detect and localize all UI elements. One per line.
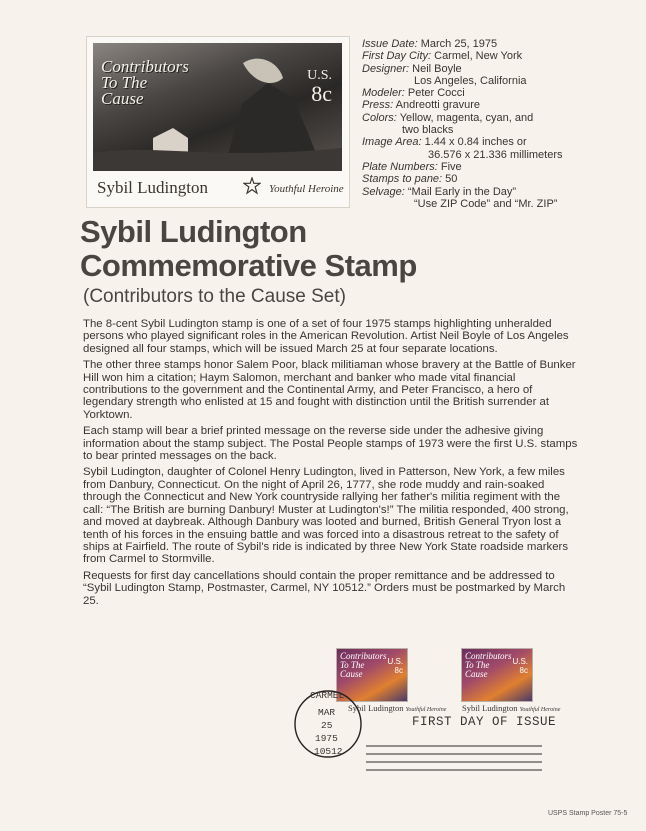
stamp-caption-tagline: Youthful Heroine: [269, 183, 344, 195]
spec-value: Andreotti gravure: [395, 99, 481, 112]
paragraph: Each stamp will bear a brief printed message on the reverse side under the adhesive giving information about the stamp subject. The Postal People stamps of 1973 were the first U.S. stamps to bear printed messages on the back.: [83, 425, 578, 463]
spec-key: Selvage:: [362, 185, 405, 198]
affixed-caption-tag: Youthful Heroine: [519, 707, 561, 713]
article-body: [83, 318, 583, 611]
stamp-title-line: Contributors: [101, 57, 189, 76]
spec-row: [362, 75, 632, 87]
affixed-stamp-value: 8c: [394, 666, 403, 675]
stamp-engraving: [86, 36, 350, 208]
stamp-illustration: [93, 43, 342, 171]
spec-row: [362, 186, 632, 198]
paragraph: The 8-cent Sybil Ludington stamp is one of a set of four 1975 stamps highlighting unheralded persons who played significant roles in the American Revolution. Artist Neil Boyle of Los Angeles designed all four stamps, which will be issued March 25 at four separate locations.: [83, 318, 569, 355]
spec-key: First Day City:: [362, 50, 432, 63]
affixed-stamp-title-line: Contributors: [340, 651, 387, 661]
affixed-stamp-title-line: To The: [340, 660, 365, 670]
affixed-caption-tag: Youthful Heroine: [405, 707, 447, 713]
affixed-stamp-title-line: Contributors: [465, 651, 512, 661]
spec-row: [362, 149, 632, 161]
paragraph: The other three stamps honor Salem Poor, black militiaman whose bravery at the Battle of Bunker Hill won him a citation; Haym Salomon, merchant and banker who made vital financial contributions to the government and the Continental Army, and Peter Francisco, a hero of legendary strength who enlisted at 15 and fought with distinction until the British surrender at Yorktown.: [83, 359, 576, 421]
affixed-caption-name: Sybil Ludington: [462, 703, 518, 713]
stamp-caption-name: Sybil Ludington: [97, 178, 208, 197]
spec-value: Los Angeles, California: [414, 74, 527, 87]
postmark-day: 25: [321, 720, 333, 731]
stamp-title-line: To The: [101, 73, 148, 92]
page-title-line-2: Commemorative Stamp: [80, 248, 417, 283]
affixed-stamp-denomination: [387, 657, 403, 675]
stamp-denomination: [307, 67, 332, 106]
spec-key: Designer:: [362, 62, 410, 75]
spec-value: 1.44 x 0.84 inches or: [424, 136, 527, 149]
affixed-stamp-title: [465, 651, 512, 679]
affixed-stamp-denomination: [512, 657, 528, 675]
postmark-zip: 10512: [314, 746, 343, 757]
page-title: Sybil Ludington: [80, 214, 307, 249]
spec-key: Press:: [362, 99, 394, 112]
stamp-title-line: Cause: [101, 89, 144, 108]
poster-code: USPS Stamp Poster 75-5: [548, 810, 628, 817]
postmark-year: 1975: [315, 733, 338, 744]
affixed-stamp-country: U.S.: [387, 657, 403, 666]
spec-row: [362, 87, 632, 99]
bicentennial-star-icon: [243, 177, 261, 195]
spec-value: Carmel, New York: [434, 50, 523, 63]
affixed-stamp-title-line: To The: [465, 660, 490, 670]
spec-value: “Use ZIP Code” and “Mr. ZIP”: [414, 197, 558, 210]
spec-key: Issue Date:: [362, 38, 418, 50]
spec-row: [362, 63, 632, 75]
spec-value: 36.576 x 21.336 millimeters: [428, 148, 563, 161]
affixed-stamp-title: [340, 651, 387, 679]
cancellation-bars-icon: [366, 742, 542, 782]
affixed-stamp-caption: [462, 703, 560, 713]
spec-value: 50: [445, 173, 458, 186]
spec-value: Neil Boyle: [412, 62, 462, 75]
spec-key: Colors:: [362, 111, 397, 124]
spec-value: Yellow, magenta, cyan, and: [399, 111, 534, 124]
affixed-stamp: [461, 648, 533, 702]
postmark-month: MAR: [318, 707, 336, 718]
spec-row: [362, 198, 632, 210]
spec-value: Five: [440, 160, 462, 173]
paragraph: Sybil Ludington, daughter of Colonel Henry Ludington, lived in Patterson, New York, a few miles from Danbury, Connecticut. On the night of April 26, 1777, she rode muddy and rain-soaked through the Connecticut and New York countryside rallying her father's militia regiment with the call: “The British are burning Danbury! Muster at Ludington's!” The militia responded, 400 strong, and moved at daybreak. Although Danbury was looted and burned, British General Tryon lost a tenth of his forces in the ensuing battle and was forced into a disastrous retreat to the safety of ships at Fairfield. The route of Sybil's ride is indicated by three New York State roadside markers from Carmel to Stormville.: [83, 466, 569, 566]
page-subtitle: (Contributors to the Cause Set): [83, 286, 346, 307]
affixed-caption-name: Sybil Ludington: [348, 703, 404, 713]
spec-key: Stamps to pane:: [362, 173, 443, 186]
spec-key: Modeler:: [362, 87, 405, 100]
stamp-denomination-value: 8c: [311, 81, 332, 106]
stamp-specifications: [362, 38, 632, 210]
spec-row: [362, 173, 632, 185]
postmark-city: CARMEL: [310, 690, 345, 701]
spec-row: [362, 50, 632, 62]
spec-value: “Mail Early in the Day”: [407, 185, 517, 198]
spec-row: [362, 38, 632, 50]
spec-row: [362, 112, 632, 124]
spec-key: Image Area:: [362, 136, 422, 149]
stamp-denomination-country: U.S.: [307, 68, 332, 83]
spec-value: two blacks: [402, 124, 454, 137]
paragraph: Requests for first day cancellations should contain the proper remittance and be addressed to “Sybil Ludington Stamp, Postmaster, Carmel, NY 10512.” Orders must be postmarked by March 25.: [83, 569, 566, 607]
spec-row: [362, 161, 632, 173]
stamp-title: [101, 59, 191, 107]
affixed-stamp-title-line: Cause: [340, 669, 363, 679]
first-day-postmark: [292, 688, 364, 760]
spec-value: March 25, 1975: [420, 38, 498, 50]
spec-row: [362, 136, 632, 148]
first-day-of-issue-label: FIRST DAY OF ISSUE: [412, 715, 557, 729]
spec-row: [362, 124, 632, 136]
affixed-stamp-value: 8c: [519, 666, 528, 675]
spec-value: Peter Cocci: [407, 87, 465, 100]
affixed-stamp-title-line: Cause: [465, 669, 488, 679]
spec-row: [362, 99, 632, 111]
spec-key: Plate Numbers:: [362, 160, 438, 173]
affixed-stamp-country: U.S.: [512, 657, 528, 666]
